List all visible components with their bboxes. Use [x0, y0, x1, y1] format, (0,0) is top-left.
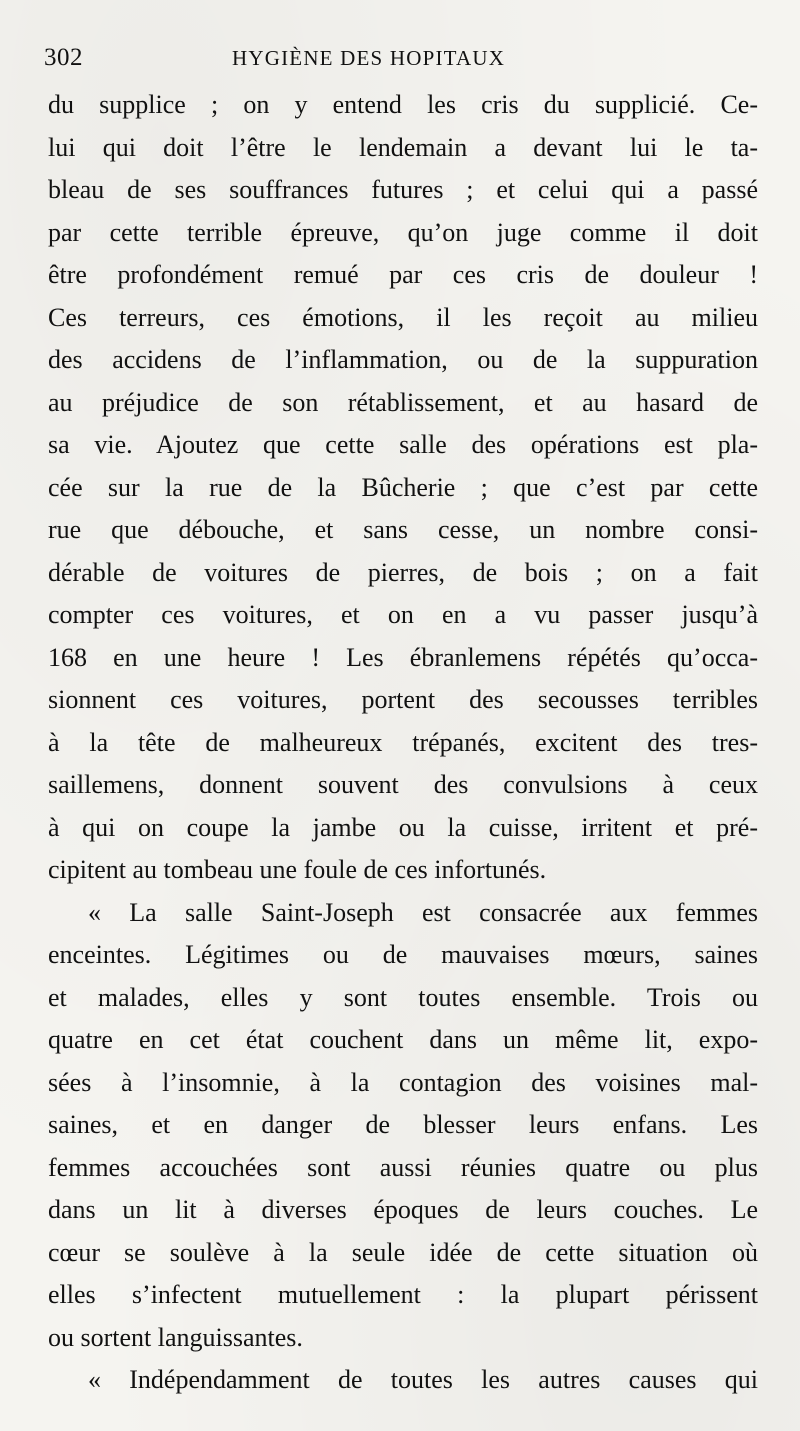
- text-line: sées à l’insomnie, à la contagion des voisines mal-: [48, 1067, 758, 1097]
- text-line: cipitent au tombeau une foule de ces infortunés.: [48, 855, 547, 884]
- body-text: [48, 84, 758, 1402]
- text-line: compter ces voitures, et on en a vu passer jusqu’à: [48, 600, 758, 629]
- text-line: à la tête de malheureux trépanés, excitent des tres-: [48, 727, 758, 757]
- text-line: saines, et en danger de blesser leurs enfans. Les: [48, 1110, 758, 1139]
- text-line: du supplice ; on y entend les cris du supplicié. Ce-: [48, 90, 758, 119]
- text-line: à qui on coupe la jambe ou la cuisse, irritent et pré-: [48, 812, 758, 842]
- text-line: « La salle Saint-Joseph est consacrée aux femmes: [88, 897, 758, 927]
- text-line: enceintes. Légitimes ou de mauvaises mœurs, saines: [48, 940, 758, 969]
- text-line: Ces terreurs, ces émotions, il les reçoit au milieu: [48, 302, 758, 332]
- text-line: rue que débouche, et sans cesse, un nombre consi-: [48, 515, 758, 544]
- text-line: 168 en une heure ! Les ébranlemens répétés qu’occa-: [48, 642, 758, 672]
- text-line: par cette terrible épreuve, qu’on juge comme il doit: [48, 217, 758, 247]
- text-line: dans un lit à diverses époques de leurs couches. Le: [48, 1195, 758, 1224]
- text-line: ou sortent languissantes.: [48, 1322, 303, 1352]
- text-line: femmes accouchées sont aussi réunies quatre ou plus: [48, 1152, 758, 1182]
- text-line: des accidens de l’inflammation, ou de la suppuration: [48, 345, 758, 374]
- text-line: cée sur la rue de la Bûcherie ; que c’est par cette: [48, 472, 758, 502]
- text-line: et malades, elles y sont toutes ensemble. Trois ou: [48, 982, 758, 1012]
- text-line: sa vie. Ajoutez que cette salle des opérations est pla-: [48, 430, 758, 459]
- page-number: 302: [44, 44, 83, 71]
- text-line: elles s’infectent mutuellement : la plupart périssent: [48, 1280, 758, 1309]
- text-line: bleau de ses souffrances futures ; et celui qui a passé: [48, 175, 758, 204]
- running-title: HYGIÈNE DES HOPITAUX: [232, 46, 506, 70]
- text-line: saillemens, donnent souvent des convulsions à ceux: [48, 770, 758, 799]
- text-line: cœur se soulève à la seule idée de cette situation où: [48, 1237, 758, 1267]
- text-line: « Indépendamment de toutes les autres causes qui: [88, 1365, 758, 1394]
- page-header: [44, 40, 756, 80]
- text-line: dérable de voitures de pierres, de bois ; on a fait: [48, 557, 758, 587]
- text-line: être profondément remué par ces cris de douleur !: [48, 260, 758, 289]
- text-line: quatre en cet état couchent dans un même lit, expo-: [48, 1025, 758, 1054]
- text-line: au préjudice de son rétablissement, et au hasard de: [48, 387, 758, 417]
- text-line: sionnent ces voitures, portent des secousses terribles: [48, 685, 758, 714]
- text-line: lui qui doit l’être le lendemain a devant lui le ta-: [48, 132, 758, 162]
